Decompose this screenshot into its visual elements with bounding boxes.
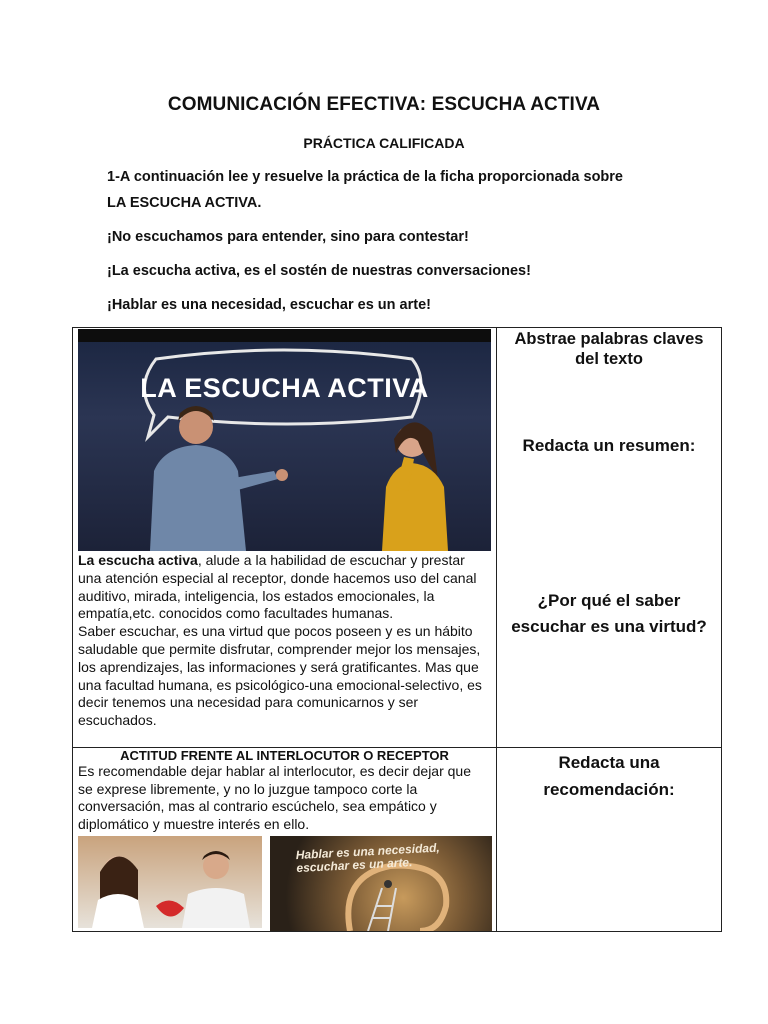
document-title: COMUNICACIÓN EFECTIVA: ESCUCHA ACTIVA — [167, 94, 601, 115]
recommendation-cell — [497, 748, 722, 932]
paragraph-2: Saber escuchar, es una virtud que pocos poseen y es un hábito saludable que permite disfrutar, comprender mejor los mensajes, los aprendizajes, las informaciones y será gratificantes. Mas que una facultad humana, es psicológico-una emocional-selectivo, es decir tenemos una necesidad para comunicarnos y ser escuchados. — [78, 623, 482, 729]
text-cell — [73, 328, 497, 748]
reading-text — [78, 552, 488, 730]
quote-1: ¡No escuchamos para entender, sino para contestar! — [107, 229, 469, 245]
paragraph-1-bold: La escucha activa — [78, 552, 198, 568]
quote-2: ¡La escucha activa, es el sostén de nuestras conversaciones! — [107, 263, 531, 279]
instruction-line-2: LA ESCUCHA ACTIVA. — [107, 195, 262, 211]
speech-bubble-icon — [78, 329, 491, 551]
section-2-cell — [73, 748, 497, 932]
ear-ladder-photo — [270, 836, 492, 931]
hero-image-caption: LA ESCUCHA ACTIVA — [140, 373, 429, 403]
paragraph-1 — [78, 552, 488, 623]
question-summary: Redacta un resumen: — [522, 436, 696, 455]
worksheet-table — [72, 327, 722, 932]
question-keywords: Abstrae palabras claves del texto — [514, 330, 704, 368]
paragraph-1-text: , alude a la habilidad de escuchar y prestar una atención especial al receptor, donde hacemos uso del canal auditivo, mirada, inteligencia, los estados emocionales, la empatía,etc. conocidos como facultades humanas. — [78, 552, 477, 622]
couple-photo — [78, 836, 262, 928]
instruction-line-1: 1-A continuación lee y resuelve la práctica de la ficha proporcionada sobre — [107, 169, 623, 185]
section-2-title: ACTITUD FRENTE AL INTERLOCUTOR O RECEPTOR — [120, 748, 449, 763]
question-recommendation: Redacta una recomendación: — [543, 753, 675, 799]
quote-3: ¡Hablar es una necesidad, escuchar es un arte! — [107, 297, 431, 313]
document-subtitle: PRÁCTICA CALIFICADA — [303, 135, 465, 151]
questions-cell — [497, 328, 722, 748]
ear-ladder-photo-caption: Hablar es una necesidad, escuchar es un arte. — [295, 840, 440, 876]
section-2-text: Es recomendable dejar hablar al interlocutor, es decir dejar que se exprese libremente, y no lo juzgue tampoco corte la conversación, mas al contrario escúchelo, sea empático y diplomático y muestre interés en ello. — [78, 763, 472, 832]
couple-photo-illustration — [78, 836, 262, 928]
question-virtue: ¿Por qué el saber escuchar es una virtud? — [511, 591, 707, 636]
hero-image — [78, 329, 491, 551]
